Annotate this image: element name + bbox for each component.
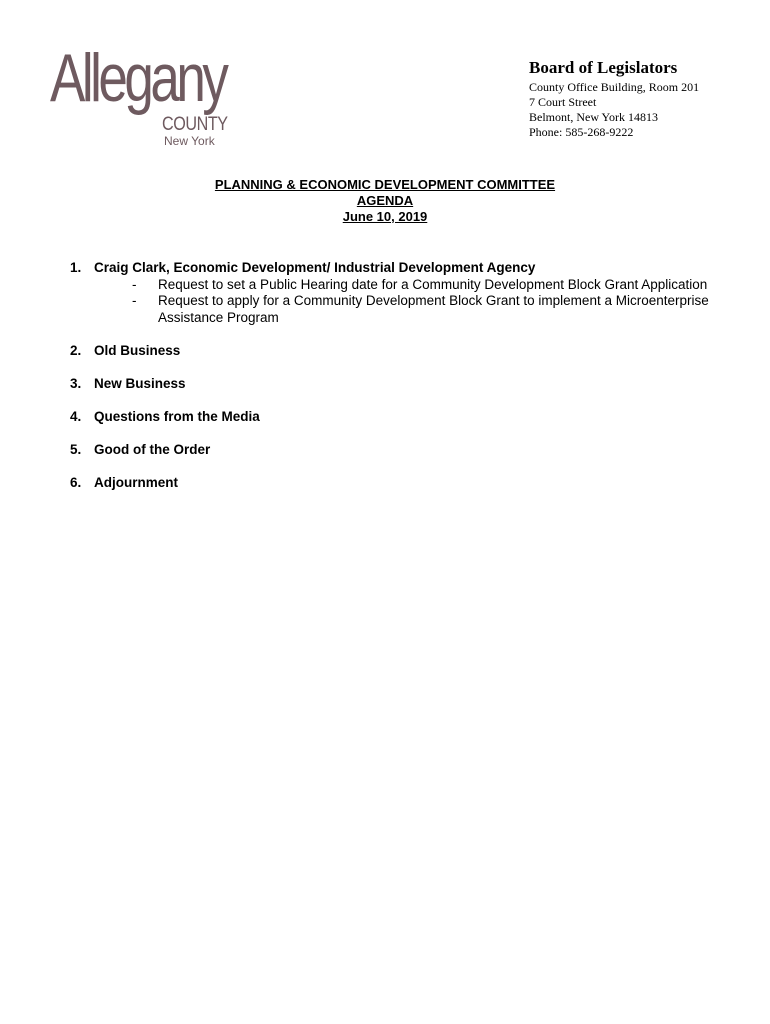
allegany-county-logo [50,40,250,148]
agenda-item-number: 2. [70,342,82,358]
board-address-line: 7 Court Street [529,95,597,109]
document-heading [0,177,770,225]
board-address-line: Belmont, New York 14813 [529,110,659,124]
agenda-item [70,442,750,459]
agenda-item-label: Adjournment [94,474,178,490]
agenda-item-label: Craig Clark, Economic Development/ Industrial Development Agency [94,260,536,275]
agenda-item-number: 1. [70,260,82,275]
subitem-dash: - [132,276,137,292]
logo-county-text: COUNTY [162,114,228,135]
agenda-title: AGENDA [356,193,414,208]
agenda-subitem [94,277,750,294]
agenda-item-label: New Business [94,375,186,391]
logo-state-text: New York [164,134,215,148]
agenda-item [70,376,750,393]
agenda-item-number: 3. [70,375,82,391]
board-title: Board of Legislators [529,58,678,77]
committee-title: PLANNING & ECONOMIC DEVELOPMENT COMMITTEE [214,177,556,192]
agenda-item-label: Questions from the Media [94,408,260,424]
board-address-line: County Office Building, Room 201 [529,80,700,94]
agenda-subitem-text: Request to set a Public Hearing date for a Community Development Block Grant Application [158,276,708,292]
subitem-dash: - [132,293,137,308]
board-phone-line: Phone: 585-268-9222 [529,125,634,139]
board-contact-block [529,57,759,140]
agenda-item-number: 4. [70,408,82,424]
agenda-item-label: Good of the Order [94,441,211,457]
agenda-item-number: 6. [70,474,82,490]
agenda-subitem [94,293,750,326]
logo-wordmark: Allegany [50,40,226,116]
agenda-item [70,343,750,360]
agenda-list [70,260,750,508]
agenda-item-label: Old Business [94,342,181,358]
agenda-item-number: 5. [70,441,82,457]
meeting-date: June 10, 2019 [342,209,428,224]
agenda-item [70,409,750,426]
agenda-item [70,475,750,492]
agenda-item [70,260,750,326]
agenda-subitem-text: Request to apply for a Community Development Block Grant to implement a Microenterprise Assistance Program [158,293,709,325]
